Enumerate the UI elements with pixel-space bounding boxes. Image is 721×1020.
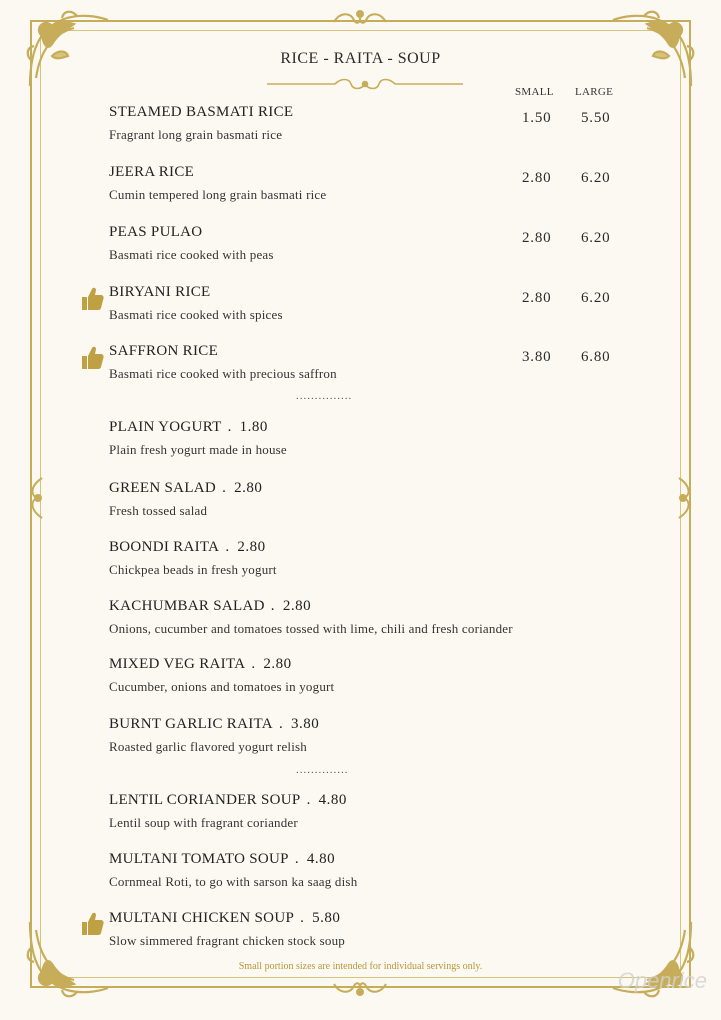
column-header-large: LARGE	[575, 86, 614, 98]
menu-item	[109, 419, 629, 458]
item-description: Onions, cucumber and tomatoes tossed with lime, chili and fresh coriander	[109, 621, 513, 636]
item-description: Lentil soup with fragrant coriander	[109, 815, 298, 830]
price-small: 2.80	[522, 290, 552, 306]
item-name-with-price	[109, 598, 629, 615]
thumbs-up-icon	[80, 345, 104, 371]
top-center-ornament-icon	[330, 8, 390, 30]
thumbs-up-icon	[80, 286, 104, 312]
item-name-with-price	[109, 539, 629, 556]
bottom-center-ornament-icon	[330, 976, 390, 998]
watermark-text: Openrice	[617, 968, 707, 993]
item-price: 2.80	[263, 656, 292, 672]
section-separator: ...............	[296, 390, 353, 402]
item-name: BOONDI RAITA	[109, 539, 220, 555]
item-name: PLAIN YOGURT	[109, 419, 222, 435]
price-separator: .	[251, 656, 256, 672]
price-separator: .	[227, 419, 232, 435]
footer-note: Small portion sizes are intended for individual servings only.	[238, 961, 483, 972]
item-description: Chickpea beads in fresh yogurt	[109, 562, 277, 577]
item-name: MIXED VEG RAITA	[109, 656, 246, 672]
item-description: Roasted garlic flavored yogurt relish	[109, 739, 308, 754]
price-separator: .	[294, 851, 299, 867]
price-separator: .	[222, 480, 227, 496]
item-name-with-price	[109, 480, 629, 497]
price-separator: .	[306, 792, 311, 808]
menu-item	[109, 224, 629, 263]
item-price: 4.80	[318, 792, 347, 808]
item-description: Cumin tempered long grain basmati rice	[109, 187, 327, 202]
item-name: PEAS PULAO	[109, 224, 203, 240]
item-name: MULTANI TOMATO SOUP	[109, 851, 289, 867]
item-name-with-price	[109, 656, 629, 673]
menu-item	[109, 656, 629, 695]
title-flourish-icon	[265, 76, 465, 92]
price-small: 3.80	[522, 349, 552, 365]
menu-item	[109, 164, 629, 203]
item-name-with-price	[109, 792, 629, 809]
item-description: Basmati rice cooked with peas	[109, 247, 274, 262]
item-price: 4.80	[306, 851, 336, 867]
item-name-with-price	[109, 851, 629, 868]
item-description: Cornmeal Roti, to go with sarson ka saag dish	[109, 874, 358, 889]
item-price: 1.80	[239, 419, 268, 435]
item-price: 5.80	[312, 910, 341, 926]
side-ornament-icon	[675, 476, 693, 520]
thumbs-up-icon	[80, 911, 104, 937]
price-separator: .	[270, 598, 275, 614]
price-small: 2.80	[522, 170, 552, 186]
item-name-with-price	[109, 716, 629, 733]
item-name: STEAMED BASMATI RICE	[109, 104, 294, 120]
price-large: 6.80	[581, 349, 611, 365]
menu-item	[109, 104, 629, 143]
price-separator: .	[278, 716, 283, 732]
menu-item	[109, 539, 629, 578]
side-ornament-icon	[28, 476, 46, 520]
menu-item	[109, 910, 629, 949]
price-large: 6.20	[581, 290, 611, 306]
item-description: Plain fresh yogurt made in house	[109, 442, 287, 457]
price-large: 6.20	[581, 170, 611, 186]
price-large: 6.20	[581, 230, 611, 246]
item-description: Basmati rice cooked with precious saffron	[109, 366, 337, 381]
item-description: Cucumber, onions and tomatoes in yogurt	[109, 679, 335, 694]
menu-item	[109, 343, 629, 382]
item-name: BIRYANI RICE	[109, 284, 211, 300]
page-title: RICE - RAITA - SOUP	[280, 50, 441, 67]
price-small: 1.50	[522, 110, 552, 126]
section-separator: ..............	[296, 764, 349, 776]
price-separator: .	[225, 539, 230, 555]
menu-item	[109, 851, 629, 890]
item-name: LENTIL CORIANDER SOUP	[109, 792, 301, 808]
price-large: 5.50	[581, 110, 611, 126]
menu-item	[109, 598, 629, 637]
item-price: 3.80	[291, 716, 320, 732]
item-name-with-price	[109, 419, 629, 436]
item-name: SAFFRON RICE	[109, 343, 219, 359]
item-name: GREEN SALAD	[109, 480, 217, 496]
item-description: Fragrant long grain basmati rice	[109, 127, 283, 142]
column-header-small: SMALL	[515, 86, 554, 98]
menu-item	[109, 480, 629, 519]
price-small: 2.80	[522, 230, 552, 246]
item-price: 2.80	[237, 539, 266, 555]
item-name: KACHUMBAR SALAD	[109, 598, 265, 614]
item-name: MULTANI CHICKEN SOUP	[109, 910, 295, 926]
menu-item	[109, 716, 629, 755]
item-price: 2.80	[234, 480, 263, 496]
item-name: BURNT GARLIC RAITA	[109, 716, 273, 732]
menu-item	[109, 792, 629, 831]
item-price: 2.80	[282, 598, 312, 614]
menu-item	[109, 284, 629, 323]
item-description: Fresh tossed salad	[109, 503, 208, 518]
item-description: Basmati rice cooked with spices	[109, 307, 283, 322]
item-description: Slow simmered fragrant chicken stock soup	[109, 933, 346, 948]
price-separator: .	[300, 910, 305, 926]
item-name-with-price	[109, 910, 629, 927]
item-name: JEERA RICE	[109, 164, 195, 180]
